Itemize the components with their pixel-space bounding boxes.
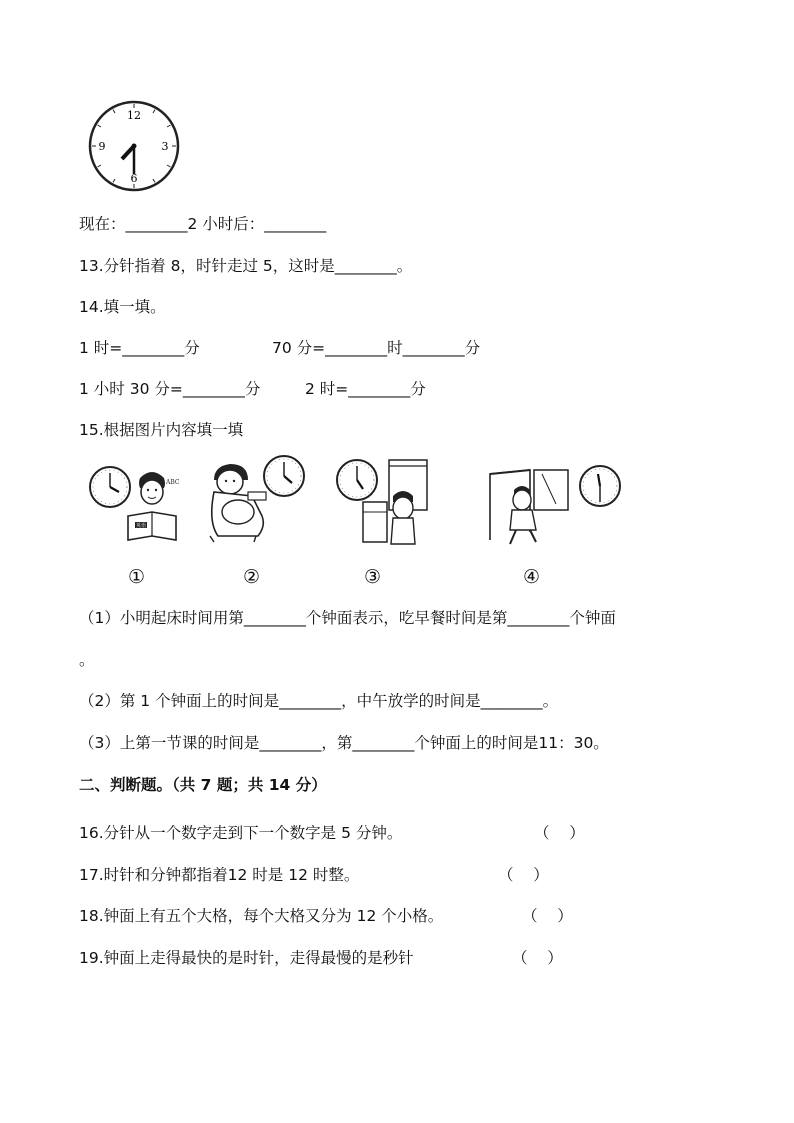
- question-19: 19.钟面上走得最快的是时针，走得最慢的是秒针: [79, 949, 414, 967]
- picture-label-4: ④: [523, 566, 541, 588]
- q15-part-2: （2）第 1 个钟面上的时间是________，中午放学的时间是________。: [79, 692, 559, 710]
- girl-eating-icon: [200, 452, 310, 551]
- q18-answer-paren: （ ）: [522, 907, 573, 925]
- q16-answer-paren: （ ）: [534, 824, 585, 842]
- q15-part-1: （1）小明起床时间用第________个钟面表示，吃早餐时间是第________个钟面: [79, 609, 616, 627]
- clock-numeral-9: 9: [98, 140, 106, 153]
- boy-reading-icon: [88, 460, 188, 554]
- picture-label-1: ①: [128, 566, 146, 588]
- picture-label-2: ②: [243, 566, 261, 588]
- svg-text:ABC: ABC: [166, 479, 180, 486]
- q19-answer-paren: （ ）: [512, 949, 563, 967]
- clock-numeral-6: 6: [130, 172, 138, 185]
- picture-label-3: ③: [364, 566, 382, 588]
- clock-svg: [86, 98, 182, 194]
- question-14-title: 14.填一填。: [79, 298, 166, 316]
- q15-part-1-end: 。: [79, 651, 95, 669]
- q14-item-d: 2 时=________分: [305, 380, 426, 398]
- q14-item-b: 70 分=________时________分: [272, 339, 481, 357]
- boy-at-window-icon: [333, 456, 433, 552]
- q15-part-3: （3）上第一节课的时间是________，第________个钟面上的时间是11：30。: [79, 734, 609, 752]
- section-2-heading: 二、判断题。（共 7 题；共 14 分）: [79, 776, 327, 794]
- question-18: 18.钟面上有五个大格，每个大格又分为 12 个小格。: [79, 907, 444, 925]
- clock-numeral-12: 12: [127, 109, 141, 122]
- clock-face-large: [86, 98, 182, 198]
- question-17: 17.时针和分钟都指着12 时是 12 时整。: [79, 866, 360, 884]
- boy-leaving-icon: [484, 460, 624, 554]
- q14-item-c: 1 小时 30 分=________分: [79, 380, 261, 398]
- q14-item-a: 1 时=________分: [79, 339, 200, 357]
- clock-numeral-3: 3: [161, 140, 169, 153]
- question-15-title: 15.根据图片内容填一填: [79, 421, 244, 439]
- q17-answer-paren: （ ）: [498, 866, 549, 884]
- q12-answer-line: 现在：________2 小时后：________: [79, 215, 327, 233]
- book-label: 英语: [135, 523, 147, 529]
- question-16: 16.分针从一个数字走到下一个数字是 5 分钟。: [79, 824, 403, 842]
- question-13: 13.分针指着 8，时针走过 5，这时是________。: [79, 257, 413, 275]
